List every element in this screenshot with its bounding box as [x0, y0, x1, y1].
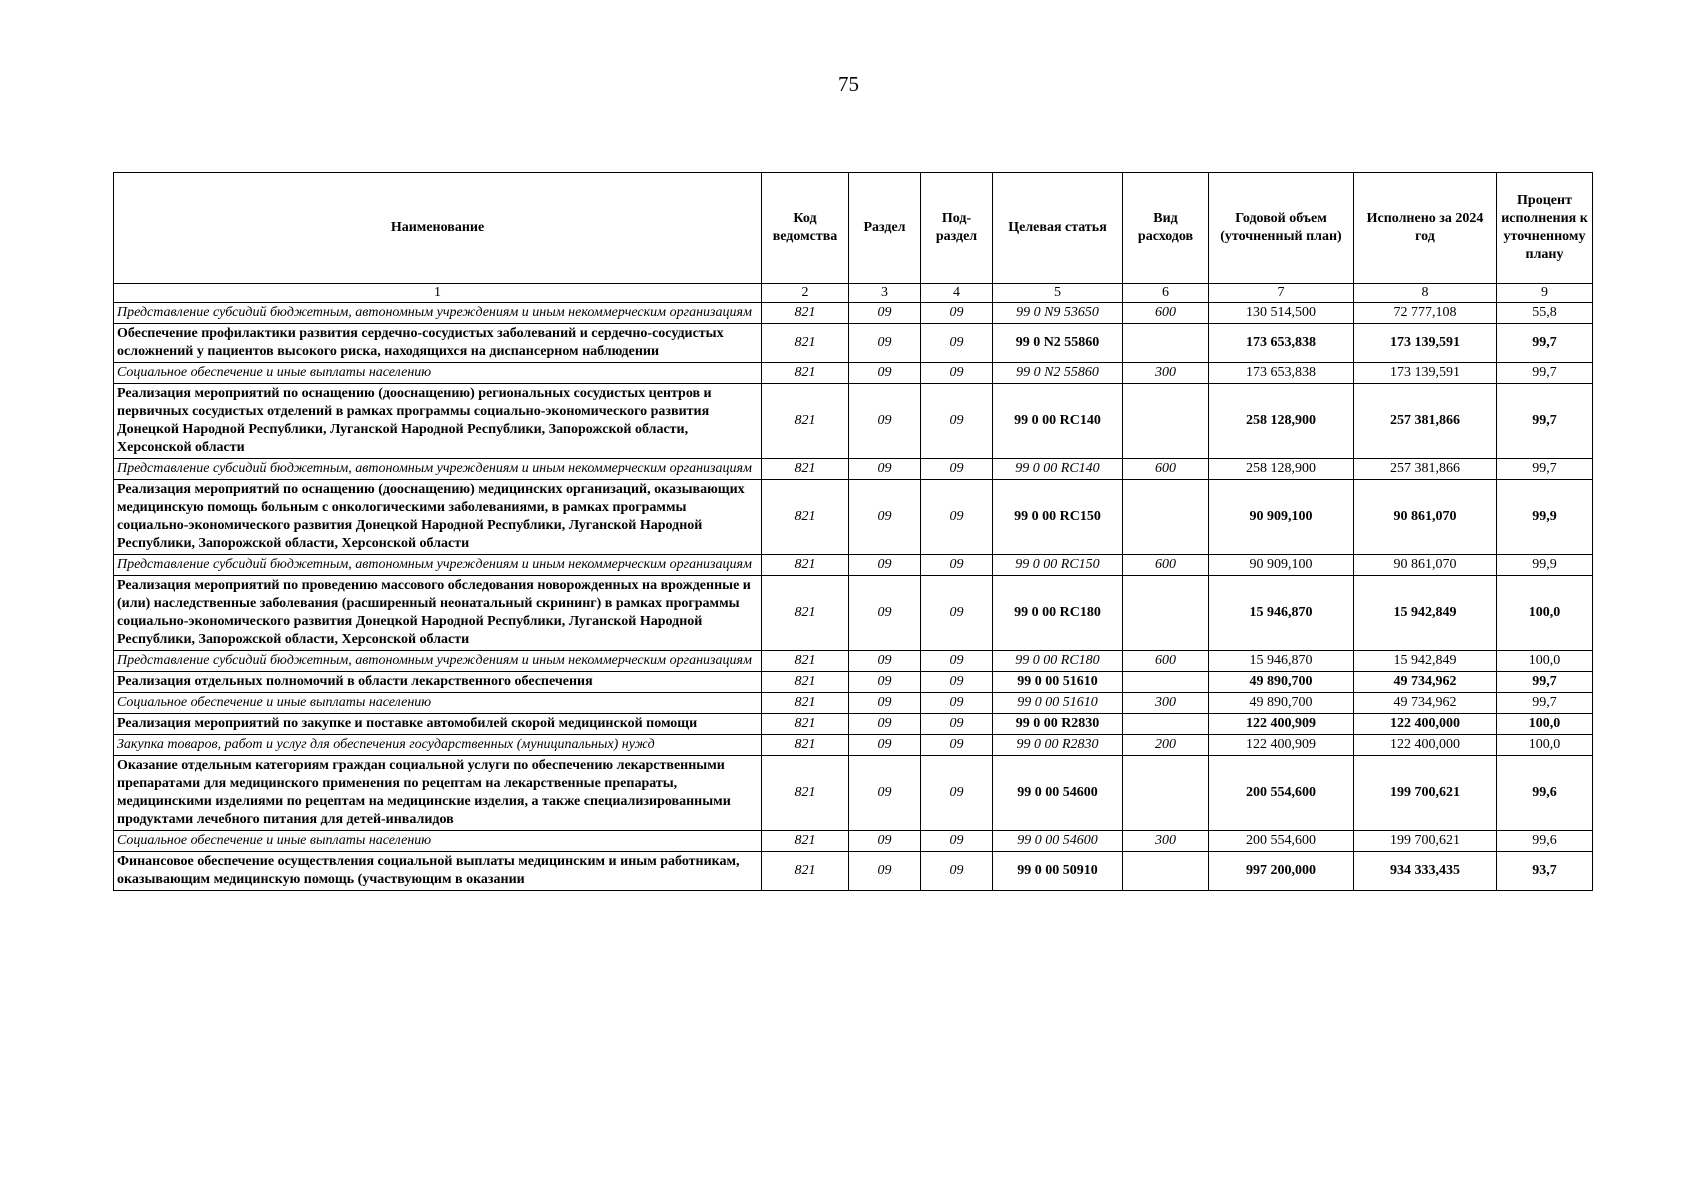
cell-kod: 821 [762, 459, 849, 480]
cell-pct: 99,9 [1497, 555, 1593, 576]
cell-kod: 821 [762, 735, 849, 756]
cell-pct: 99,7 [1497, 363, 1593, 384]
cell-razdel: 09 [849, 303, 921, 324]
cell-podrazdel: 09 [921, 831, 993, 852]
cell-name: Реализация мероприятий по закупке и поставке автомобилей скорой медицинской помощи [114, 714, 762, 735]
cell-razdel: 09 [849, 831, 921, 852]
table-row [114, 303, 1593, 324]
cell-vid [1123, 324, 1209, 363]
cell-target: 99 0 N2 55860 [993, 363, 1123, 384]
cell-done: 15 942,849 [1354, 576, 1497, 651]
cell-kod: 821 [762, 651, 849, 672]
cell-razdel: 09 [849, 576, 921, 651]
table-row [114, 756, 1593, 831]
cell-done: 72 777,108 [1354, 303, 1497, 324]
table-row [114, 384, 1593, 459]
cell-pct: 93,7 [1497, 852, 1593, 891]
cell-razdel: 09 [849, 555, 921, 576]
cell-done: 199 700,621 [1354, 756, 1497, 831]
table-row [114, 735, 1593, 756]
header-row [114, 173, 1593, 284]
cell-target: 99 0 00 R2830 [993, 735, 1123, 756]
cell-done: 257 381,866 [1354, 459, 1497, 480]
cell-target: 99 0 N9 53650 [993, 303, 1123, 324]
cell-target: 99 0 00 51610 [993, 672, 1123, 693]
cell-plan: 122 400,909 [1209, 714, 1354, 735]
cell-name: Реализация мероприятий по проведению массового обследования новорожденных на врожденные и (или) наследственные заболевания (расширенный неонатальный скрининг) в рамках программы социально-экономического развития Донецкой Народной Республики, Луганской Народной Республики, Запорожской области, Херсонской области [114, 576, 762, 651]
cell-done: 15 942,849 [1354, 651, 1497, 672]
cell-plan: 997 200,000 [1209, 852, 1354, 891]
cell-podrazdel: 09 [921, 735, 993, 756]
table-row [114, 693, 1593, 714]
cell-pct: 100,0 [1497, 714, 1593, 735]
cell-razdel: 09 [849, 324, 921, 363]
cell-done: 257 381,866 [1354, 384, 1497, 459]
column-number: 5 [993, 284, 1123, 303]
cell-vid [1123, 852, 1209, 891]
column-number: 4 [921, 284, 993, 303]
cell-vid [1123, 672, 1209, 693]
cell-vid [1123, 480, 1209, 555]
table-row [114, 852, 1593, 891]
cell-kod: 821 [762, 363, 849, 384]
cell-vid [1123, 576, 1209, 651]
cell-pct: 99,6 [1497, 756, 1593, 831]
cell-pct: 100,0 [1497, 735, 1593, 756]
cell-name: Представление субсидий бюджетным, автономным учреждениям и иным некоммерческим организациям [114, 459, 762, 480]
cell-razdel: 09 [849, 756, 921, 831]
cell-target: 99 0 00 RC150 [993, 480, 1123, 555]
cell-done: 49 734,962 [1354, 693, 1497, 714]
column-number: 6 [1123, 284, 1209, 303]
cell-target: 99 0 00 RC180 [993, 651, 1123, 672]
header-podrazdel: Под-раздел [921, 173, 993, 284]
cell-pct: 99,7 [1497, 672, 1593, 693]
cell-name: Закупка товаров, работ и услуг для обеспечения государственных (муниципальных) нужд [114, 735, 762, 756]
cell-plan: 200 554,600 [1209, 831, 1354, 852]
column-number: 9 [1497, 284, 1593, 303]
cell-done: 90 861,070 [1354, 480, 1497, 555]
table-row [114, 363, 1593, 384]
cell-kod: 821 [762, 576, 849, 651]
cell-target: 99 0 00 50910 [993, 852, 1123, 891]
cell-pct: 99,6 [1497, 831, 1593, 852]
cell-plan: 122 400,909 [1209, 735, 1354, 756]
cell-plan: 130 514,500 [1209, 303, 1354, 324]
table-row [114, 672, 1593, 693]
cell-razdel: 09 [849, 480, 921, 555]
cell-target: 99 0 00 RC140 [993, 459, 1123, 480]
table-row [114, 480, 1593, 555]
header-name: Наименование [114, 173, 762, 284]
cell-pct: 99,7 [1497, 384, 1593, 459]
table-row [114, 651, 1593, 672]
cell-name: Обеспечение профилактики развития сердечно-сосудистых заболеваний и сердечно-сосудистых осложнений у пациентов высокого риска, находящихся на диспансерном наблюдении [114, 324, 762, 363]
cell-vid: 600 [1123, 303, 1209, 324]
cell-name: Реализация мероприятий по оснащению (дооснащению) медицинских организаций, оказывающих медицинскую помощь больным с онкологическими заболеваниями, в рамках программы социально-экономического развития Донецкой Народной Республики, Луганской Народной Республики, Запорожской области, Херсонской области [114, 480, 762, 555]
cell-razdel: 09 [849, 852, 921, 891]
cell-plan: 173 653,838 [1209, 363, 1354, 384]
cell-podrazdel: 09 [921, 693, 993, 714]
cell-podrazdel: 09 [921, 756, 993, 831]
cell-razdel: 09 [849, 735, 921, 756]
cell-kod: 821 [762, 831, 849, 852]
cell-vid: 600 [1123, 651, 1209, 672]
cell-podrazdel: 09 [921, 303, 993, 324]
cell-kod: 821 [762, 672, 849, 693]
cell-plan: 49 890,700 [1209, 672, 1354, 693]
cell-kod: 821 [762, 303, 849, 324]
header-pct: Процент исполнения к уточненному плану [1497, 173, 1593, 284]
cell-kod: 821 [762, 852, 849, 891]
cell-plan: 200 554,600 [1209, 756, 1354, 831]
cell-name: Представление субсидий бюджетным, автономным учреждениям и иным некоммерческим организациям [114, 651, 762, 672]
cell-kod: 821 [762, 714, 849, 735]
cell-plan: 15 946,870 [1209, 651, 1354, 672]
cell-razdel: 09 [849, 363, 921, 384]
cell-vid: 200 [1123, 735, 1209, 756]
cell-plan: 173 653,838 [1209, 324, 1354, 363]
cell-name: Социальное обеспечение и иные выплаты населению [114, 831, 762, 852]
cell-pct: 100,0 [1497, 576, 1593, 651]
column-number-row [114, 284, 1593, 303]
column-number: 2 [762, 284, 849, 303]
cell-podrazdel: 09 [921, 384, 993, 459]
cell-podrazdel: 09 [921, 324, 993, 363]
cell-kod: 821 [762, 384, 849, 459]
table-row [114, 324, 1593, 363]
cell-name: Социальное обеспечение и иные выплаты населению [114, 363, 762, 384]
cell-vid: 300 [1123, 831, 1209, 852]
cell-done: 934 333,435 [1354, 852, 1497, 891]
cell-podrazdel: 09 [921, 363, 993, 384]
column-number: 7 [1209, 284, 1354, 303]
cell-target: 99 0 00 54600 [993, 756, 1123, 831]
header-razdel: Раздел [849, 173, 921, 284]
cell-name: Финансовое обеспечение осуществления социальной выплаты медицинским и иным работникам, оказывающим медицинскую помощь (участвующим в оказании [114, 852, 762, 891]
cell-plan: 90 909,100 [1209, 480, 1354, 555]
cell-podrazdel: 09 [921, 651, 993, 672]
table-row [114, 555, 1593, 576]
cell-name: Реализация отдельных полномочий в области лекарственного обеспечения [114, 672, 762, 693]
cell-pct: 99,7 [1497, 693, 1593, 714]
header-kod: Код ведомства [762, 173, 849, 284]
cell-vid: 600 [1123, 459, 1209, 480]
cell-name: Представление субсидий бюджетным, автономным учреждениям и иным некоммерческим организациям [114, 303, 762, 324]
cell-target: 99 0 00 RC150 [993, 555, 1123, 576]
cell-target: 99 0 N2 55860 [993, 324, 1123, 363]
cell-razdel: 09 [849, 459, 921, 480]
cell-done: 199 700,621 [1354, 831, 1497, 852]
cell-plan: 258 128,900 [1209, 384, 1354, 459]
cell-vid [1123, 384, 1209, 459]
cell-name: Представление субсидий бюджетным, автономным учреждениям и иным некоммерческим организациям [114, 555, 762, 576]
header-done: Исполнено за 2024 год [1354, 173, 1497, 284]
cell-podrazdel: 09 [921, 714, 993, 735]
cell-plan: 258 128,900 [1209, 459, 1354, 480]
cell-razdel: 09 [849, 384, 921, 459]
budget-execution-table [113, 172, 1593, 891]
cell-target: 99 0 00 R2830 [993, 714, 1123, 735]
cell-podrazdel: 09 [921, 459, 993, 480]
header-target: Целевая статья [993, 173, 1123, 284]
cell-done: 173 139,591 [1354, 363, 1497, 384]
cell-pct: 55,8 [1497, 303, 1593, 324]
cell-done: 173 139,591 [1354, 324, 1497, 363]
cell-done: 49 734,962 [1354, 672, 1497, 693]
cell-kod: 821 [762, 480, 849, 555]
cell-kod: 821 [762, 693, 849, 714]
page-number: 75 [838, 72, 859, 96]
cell-vid: 300 [1123, 693, 1209, 714]
header-plan: Годовой объем (уточненный план) [1209, 173, 1354, 284]
cell-podrazdel: 09 [921, 576, 993, 651]
cell-plan: 49 890,700 [1209, 693, 1354, 714]
table-row [114, 576, 1593, 651]
cell-vid [1123, 714, 1209, 735]
cell-podrazdel: 09 [921, 555, 993, 576]
cell-podrazdel: 09 [921, 480, 993, 555]
cell-name: Реализация мероприятий по оснащению (дооснащению) региональных сосудистых центров и первичных сосудистых отделений в рамках программы социально-экономического развития Донецкой Народной Республики, Луганской Народной Республики, Запорожской области, Херсонской области [114, 384, 762, 459]
cell-vid: 300 [1123, 363, 1209, 384]
cell-kod: 821 [762, 756, 849, 831]
cell-done: 90 861,070 [1354, 555, 1497, 576]
table-row [114, 714, 1593, 735]
table-row [114, 831, 1593, 852]
column-number: 1 [114, 284, 762, 303]
cell-target: 99 0 00 RC180 [993, 576, 1123, 651]
header-vid: Вид расходов [1123, 173, 1209, 284]
cell-vid [1123, 756, 1209, 831]
cell-kod: 821 [762, 324, 849, 363]
cell-vid: 600 [1123, 555, 1209, 576]
cell-razdel: 09 [849, 672, 921, 693]
cell-target: 99 0 00 51610 [993, 693, 1123, 714]
cell-pct: 100,0 [1497, 651, 1593, 672]
cell-razdel: 09 [849, 693, 921, 714]
cell-razdel: 09 [849, 651, 921, 672]
cell-target: 99 0 00 RC140 [993, 384, 1123, 459]
column-number: 8 [1354, 284, 1497, 303]
column-number: 3 [849, 284, 921, 303]
table-row [114, 459, 1593, 480]
cell-name: Социальное обеспечение и иные выплаты населению [114, 693, 762, 714]
cell-kod: 821 [762, 555, 849, 576]
cell-pct: 99,7 [1497, 324, 1593, 363]
table-body [114, 303, 1593, 891]
cell-plan: 15 946,870 [1209, 576, 1354, 651]
cell-plan: 90 909,100 [1209, 555, 1354, 576]
cell-name: Оказание отдельным категориям граждан социальной услуги по обеспечению лекарственными препаратами для медицинского применения по рецептам на лекарственные препараты, медицинскими изделиями по рецептам на медицинские изделия, а также специализированными продуктами лечебного питания для детей-инвалидов [114, 756, 762, 831]
cell-pct: 99,9 [1497, 480, 1593, 555]
cell-podrazdel: 09 [921, 852, 993, 891]
cell-pct: 99,7 [1497, 459, 1593, 480]
cell-razdel: 09 [849, 714, 921, 735]
cell-target: 99 0 00 54600 [993, 831, 1123, 852]
cell-done: 122 400,000 [1354, 735, 1497, 756]
cell-podrazdel: 09 [921, 672, 993, 693]
cell-done: 122 400,000 [1354, 714, 1497, 735]
